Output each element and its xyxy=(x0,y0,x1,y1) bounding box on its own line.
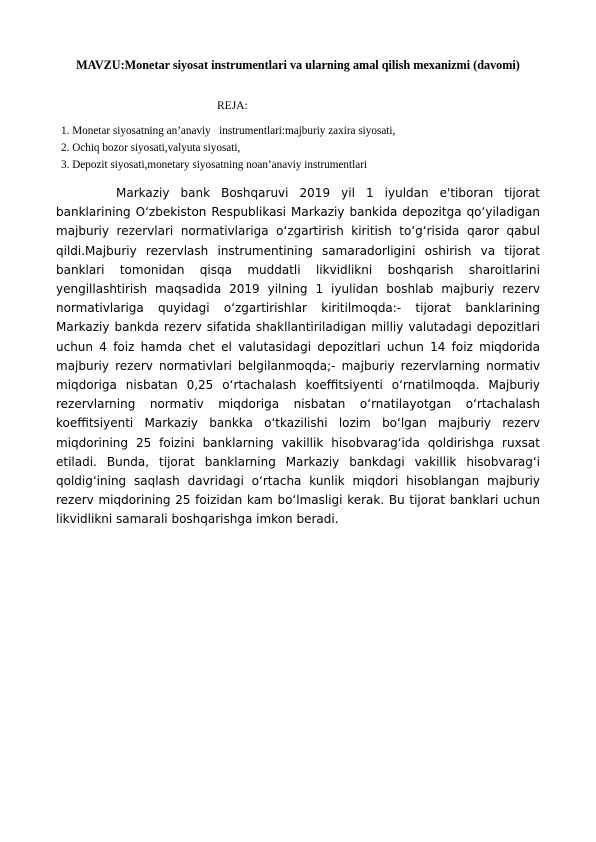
body-paragraph: Markaziy bank Boshqaruvi 2019 yil 1 iyuldan e'tiboran tijorat banklarining O‘zbekiston Respublikasi Markaziy bankida depozitga qo‘yiladigan majburiy rezervlari normativlariga o‘zgartirish kiritish to‘g‘risida qaror qabul qildi.Majburiy rezervlash instrumentining samaradorligini oshirish va tijorat banklari tomonidan qisqa muddatli likvidlikni boshqarish sharoitlarini yengillashtirish maqsadida 2019 yilning 1 iyulidan boshlab majburiy rezerv normativlariga quyidagi o‘zgartirishlar kiritilmoqda:- tijorat banklarining Markaziy bankda rezerv sifatida shakllantiriladigan milliy valutadagi depozitlari uchun 4 foiz hamda chet el valutasidagi depozitlari uchun 14 foiz miqdorida majburiy rezerv normativlari belgilanmoqda;- majburiy rezervlarning normativ miqdoriga nisbatan 0,25 o‘rtachalash koeffitsiyenti o‘rnatilmoqda. Majburiy rezervlarning normativ miqdoriga nisbatan o‘rnatilayotgan o‘rtachalash koeffitsiyenti Markaziy bankka o‘tkazilishi lozim bo‘lgan majburiy rezerv miqdorining 25 foizini banklarning vakillik hisobvarag‘ida qoldirishga ruxsat etiladi. Bunda, tijorat banklarning Markaziy bankdagi vakillik hisobvarag‘i qoldig‘ining saqlash davridagi o‘rtacha kunlik miqdori hisoblangan majburiy rezerv miqdorining 25 foizidan kam bo‘lmasligi kerak. Bu tijorat banklari uchun likvidlikni samarali boshqarishga imkon beradi. xyxy=(56,186,540,527)
plan-item: 1. Monetar siyosatning an’anaviy instrumentlari:majburiy zaxira siyosati, xyxy=(61,125,396,137)
plan-list xyxy=(61,123,541,174)
plan-item: 2. Ochiq bozor siyosati,valyuta siyosati, xyxy=(61,142,241,154)
plan-heading: REJA: xyxy=(217,100,248,112)
plan-item: 3. Depozit siyosati,monetary siyosatning noan’anaviy instrumentlari xyxy=(61,159,368,171)
document-title: MAVZU:Monetar siyosat instrumentlari va ularning amal qilish mexanizmi (davomi) xyxy=(76,58,520,72)
